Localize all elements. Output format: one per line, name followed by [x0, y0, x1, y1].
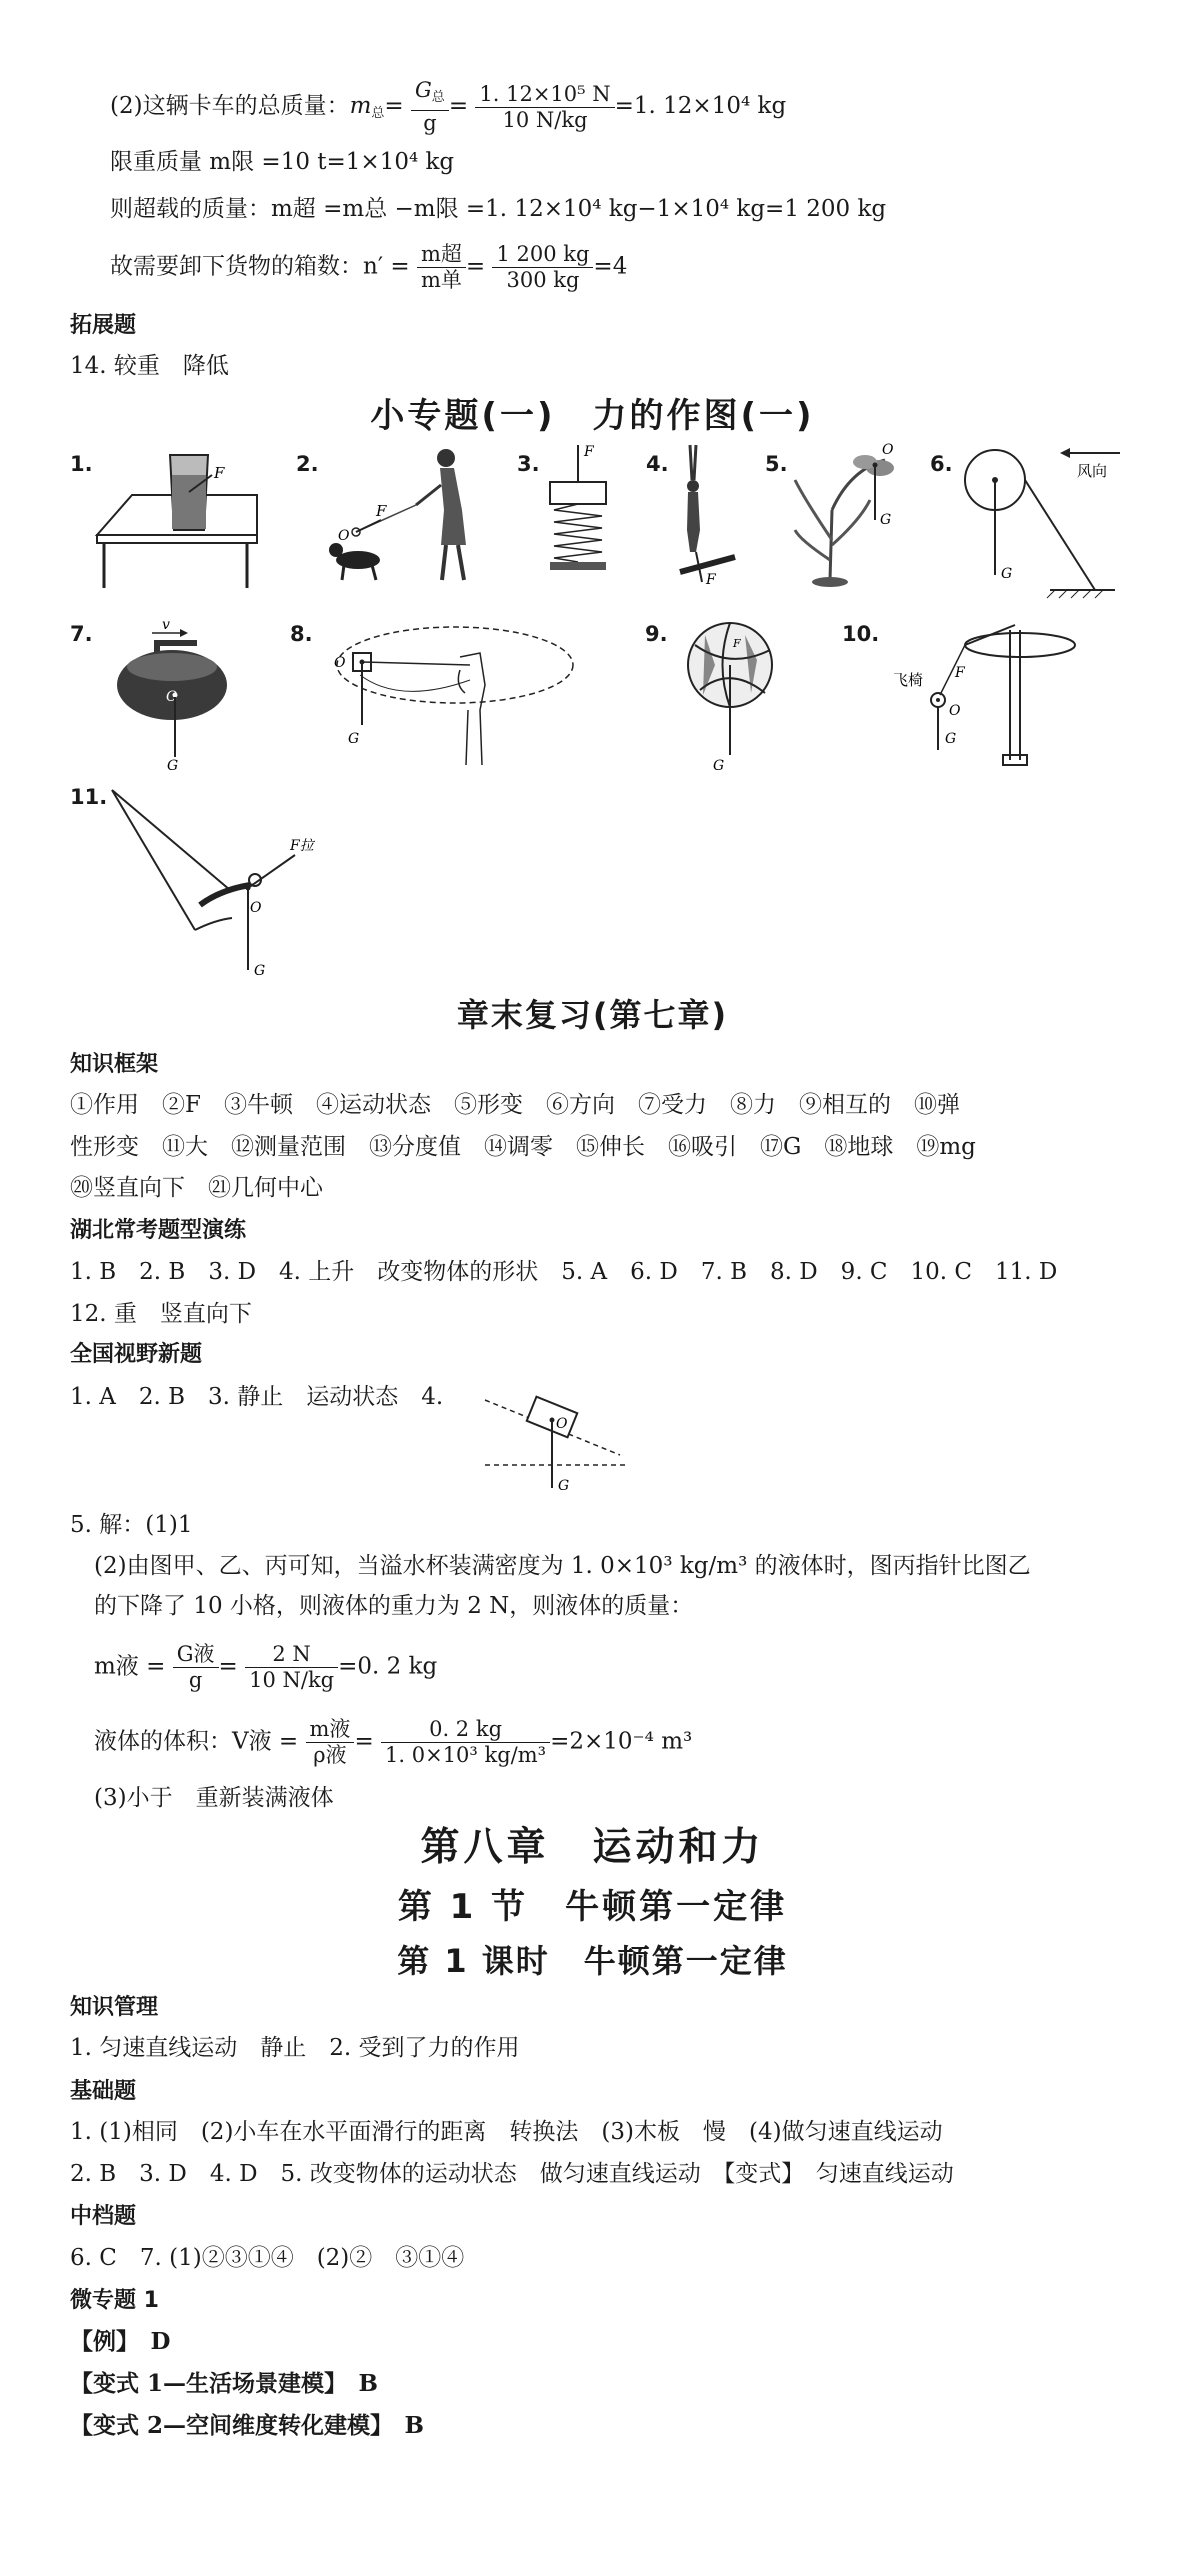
label-F-pull: F拉: [290, 838, 314, 854]
solution-5-liquid-volume: 液体的体积：V液 = $\frac{\text{m液}}{\text{ρ液}}$ = $\frac{0. 2 kg}{\text{1. 0×10³ kg/m³}}$ =2×10⁻⁴ m³: [94, 1717, 693, 1767]
fig-num-4: 4.: [646, 452, 669, 476]
svg-text:F: F: [955, 665, 965, 681]
knowledge-line-1: 1. 匀速直线运动 静止 2. 受到了力的作用: [70, 2035, 520, 2061]
special-title: 小专题(一) 力的作图(一): [370, 396, 815, 436]
svg-text:O: O: [334, 655, 346, 671]
fig-num-5: 5.: [765, 452, 788, 476]
svg-text:G: G: [254, 963, 266, 979]
fig-num-3: 3.: [517, 452, 540, 476]
solution-5-line-e: (3)小于 重新装满液体: [94, 1785, 334, 1811]
basic-title: 基础题: [70, 2079, 137, 2104]
framework-line-3: ⑳竖直向下 ㉑几何中心: [70, 1175, 323, 1201]
variant-1-answer: 【变式 1—生活场景建模】 B: [70, 2370, 378, 2397]
label-chair: 飞椅: [893, 671, 924, 689]
svg-text:G: G: [348, 731, 360, 747]
solution-5-line-a: (2)由图甲、乙、丙可知，当溢水杯装满密度为 1. 0×10³ kg/m³ 的液体时，图丙指针比图乙: [94, 1553, 1031, 1579]
fig-num-1: 1.: [70, 452, 93, 476]
basic-line-2: 2. B 3. D 4. D 5. 改变物体的运动状态 做匀速直线运动 【变式】 匀速直线运动: [70, 2161, 954, 2187]
fig-num-11: 11.: [70, 785, 108, 809]
svg-text:G: G: [945, 731, 957, 747]
knowledge-title: 知识管理: [70, 1995, 159, 2020]
national-line-1: 1. A 2. B 3. 静止 运动状态 4.: [70, 1384, 444, 1410]
mid-title: 中档题: [70, 2204, 137, 2229]
svg-text:O: O: [882, 442, 894, 458]
label-F: F: [214, 464, 225, 482]
svg-text:O: O: [338, 528, 350, 544]
example-answer: 【例】 D: [70, 2328, 171, 2355]
figure-flying-chair: [885, 615, 1085, 780]
section-title: 第 1 节 牛顿第一定律: [397, 1887, 788, 1927]
micro-title: 微专题 1: [70, 2288, 159, 2313]
svg-text:O: O: [166, 689, 178, 705]
mid-line-1: 6. C 7. (1)②③①④ (2)② ③①④: [70, 2245, 465, 2271]
figure-cup-on-table: [92, 440, 262, 590]
framework-line-2: 性形变 ⑪大 ⑫测量范围 ⑬分度值 ⑭调零 ⑮伸长 ⑯吸引 ⑰G ⑱地球 ⑲mg: [70, 1134, 976, 1160]
calc-limit-mass: 限重质量 m限 =10 t=1×10⁴ kg: [110, 149, 455, 175]
calc-boxes: 故需要卸下货物的箱数：n′ = $\frac{\text{m超}}{\text{m单}}$ = $\frac{1 200 kg}{300 kg}$ =4: [110, 242, 628, 292]
fig-num-10: 10.: [842, 622, 880, 646]
svg-text:F: F: [584, 444, 594, 460]
svg-text:F: F: [706, 572, 716, 588]
variant-2-answer: 【变式 2—空间维度转化建模】 B: [70, 2412, 424, 2439]
calc-overload: 则超载的质量：m超 =m总 −m限 =1. 12×10⁴ kg−1×10⁴ kg=1 200 kg: [110, 196, 887, 222]
svg-text:G: G: [1001, 566, 1013, 582]
basic-line-1: 1. (1)相同 (2)小车在水平面滑行的距离 转换法 (3)木板 慢 (4)做匀速直线运动: [70, 2119, 943, 2145]
hubei-line-1: 1. B 2. B 3. D 4. 上升 改变物体的形状 5. A 6. D 7. B 8. D 9. C 10. C 11. D: [70, 1259, 1058, 1285]
label-wind: 风向: [1077, 462, 1108, 480]
fig-num-9: 9.: [645, 622, 668, 646]
svg-text:G: G: [713, 758, 725, 774]
hubei-line-2: 12. 重 竖直向下: [70, 1301, 252, 1327]
calc-total-mass: (2)这辆卡车的总质量：$m_总=$ $\frac{G_总}{g}$ = $\frac{\text{1. 12×10⁵ N}}{10 N/kg}$ =1. 12×10⁴ kg: [110, 78, 787, 135]
fig-num-6: 6.: [930, 452, 953, 476]
svg-text:O: O: [250, 900, 262, 916]
framework-line-1: ①作用 ②F ③牛顿 ④运动状态 ⑤形变 ⑥方向 ⑦受力 ⑧力 ⑨相互的 ⑩弹: [70, 1092, 960, 1118]
figure-block-on-incline: [480, 1390, 630, 1500]
fig-num-2: 2.: [296, 452, 319, 476]
lesson-title: 第 1 课时 牛顿第一定律: [397, 1942, 788, 1980]
figure-circular-motion: [320, 615, 580, 775]
hubei-title: 湖北常考题型演练: [70, 1218, 247, 1243]
solution-5: 5. 解：(1)1: [70, 1512, 193, 1538]
svg-text:F: F: [733, 637, 741, 650]
chapter8-title: 第八章 运动和力: [420, 1825, 765, 1870]
svg-text:O: O: [556, 1416, 568, 1432]
figure-walking-dog: [316, 440, 496, 590]
figure-rice-plant: [790, 440, 900, 590]
figure-rope-swing: [100, 780, 350, 990]
figure-spring-block: [540, 440, 620, 590]
solution-5-liquid-mass: m液 = $\frac{\text{G液}}{g}$ = $\frac{2 N}{10 N/kg}$ =0. 2 kg: [94, 1642, 438, 1692]
svg-text:O: O: [949, 703, 961, 719]
svg-text:G: G: [167, 758, 179, 770]
ext-q14: 14. 较重 降低: [70, 353, 229, 379]
review-title: 章末复习(第七章): [456, 996, 729, 1034]
solution-5-line-b: 的下降了 10 小格，则液体的重力为 2 N，则液体的质量：: [94, 1593, 694, 1619]
fig-num-8: 8.: [290, 622, 313, 646]
framework-title: 知识框架: [70, 1052, 159, 1077]
svg-text:v: v: [162, 617, 170, 633]
national-title: 全国视野新题: [70, 1342, 203, 1367]
svg-text:F: F: [376, 502, 387, 520]
ext-title: 拓展题: [70, 313, 137, 338]
figure-diver: [660, 440, 750, 590]
figure-pulley-wind: [955, 440, 1125, 600]
svg-text:G: G: [558, 1478, 570, 1494]
figure-curling-stone: [112, 615, 242, 770]
fig-num-7: 7.: [70, 622, 93, 646]
figure-volleyball: [685, 615, 785, 775]
svg-text:G: G: [880, 512, 892, 528]
